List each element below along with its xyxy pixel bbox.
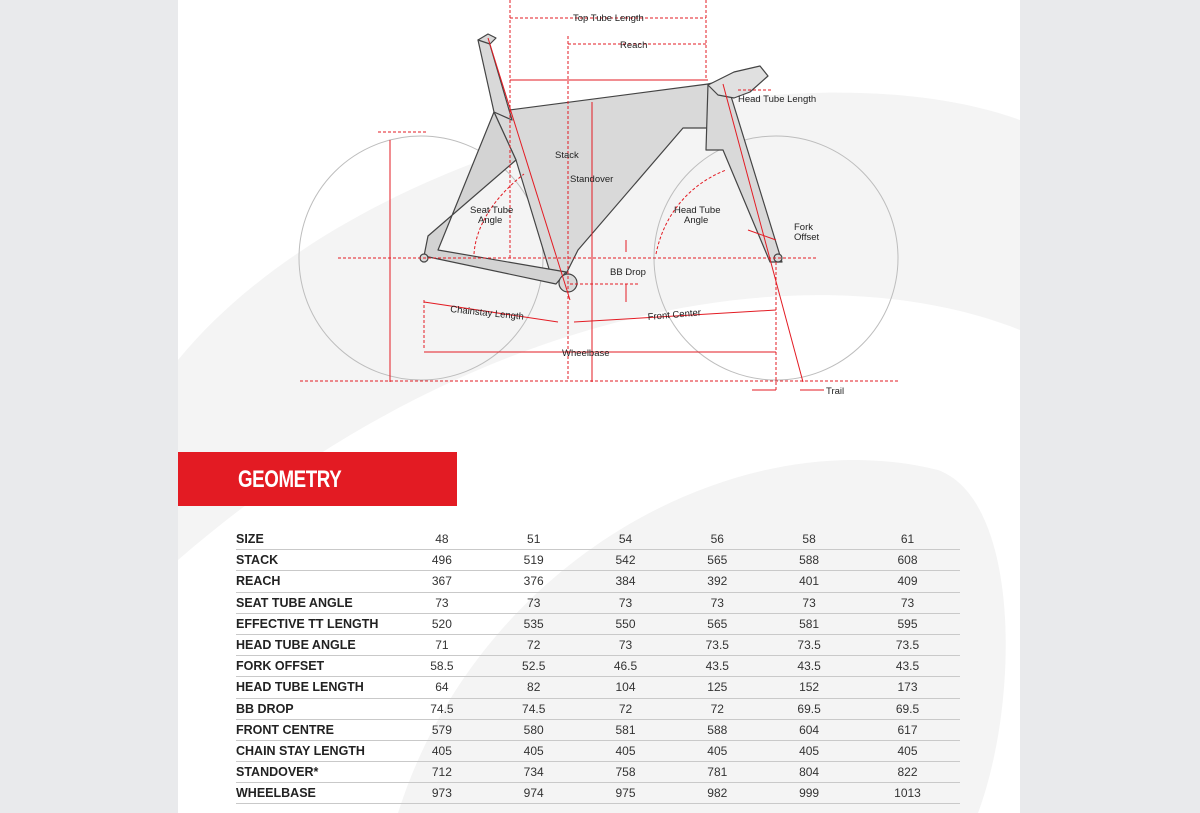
bike-geometry-diagram — [178, 0, 1020, 430]
table-cell: 565 — [671, 613, 763, 634]
row-label: BB DROP — [236, 698, 396, 719]
table-cell: 72 — [580, 698, 672, 719]
table-row — [236, 550, 960, 571]
section-title: GEOMETRY — [238, 466, 342, 493]
table-cell: 74.5 — [396, 698, 488, 719]
table-cell: 58.5 — [396, 656, 488, 677]
label-wheelbase: Wheelbase — [562, 348, 610, 359]
table-cell: 617 — [855, 719, 960, 740]
table-cell: 125 — [671, 677, 763, 698]
table-cell: 401 — [763, 571, 855, 592]
row-label: REACH — [236, 571, 396, 592]
table-cell: 595 — [855, 613, 960, 634]
table-cell: 405 — [671, 740, 763, 761]
table-cell: 69.5 — [763, 698, 855, 719]
table-cell: 496 — [396, 550, 488, 571]
label-fork-offset-1: Fork — [794, 222, 813, 233]
table-cell: 758 — [580, 762, 672, 783]
table-cell: 409 — [855, 571, 960, 592]
table-cell: 73.5 — [671, 634, 763, 655]
table-cell: 405 — [396, 740, 488, 761]
table-cell: 73 — [855, 592, 960, 613]
table-cell: 69.5 — [855, 698, 960, 719]
table-row — [236, 592, 960, 613]
table-cell: 73 — [396, 592, 488, 613]
row-label: FORK OFFSET — [236, 656, 396, 677]
label-seat-tube-angle-1: Seat Tube — [470, 205, 514, 216]
table-cell: 974 — [488, 783, 580, 804]
table-cell: 804 — [763, 762, 855, 783]
table-cell: 73 — [580, 634, 672, 655]
table-cell: 72 — [488, 634, 580, 655]
table-cell: 367 — [396, 571, 488, 592]
label-standover: Standover — [570, 174, 614, 185]
table-cell: 71 — [396, 634, 488, 655]
row-label: HEAD TUBE LENGTH — [236, 677, 396, 698]
table-cell: 405 — [763, 740, 855, 761]
row-label: CHAIN STAY LENGTH — [236, 740, 396, 761]
geometry-banner — [178, 452, 457, 506]
table-row — [236, 740, 960, 761]
label-front-center: Front Center — [647, 307, 702, 323]
geometry-table — [236, 529, 960, 804]
table-cell: 822 — [855, 762, 960, 783]
row-label: STANDOVER* — [236, 762, 396, 783]
table-cell: 73 — [763, 592, 855, 613]
label-reach: Reach — [620, 40, 648, 51]
label-head-tube-angle-1: Head Tube — [674, 205, 721, 216]
table-cell: 52.5 — [488, 656, 580, 677]
label-chainstay-length: Chainstay Length — [449, 304, 525, 323]
table-cell: 405 — [580, 740, 672, 761]
table-cell: 581 — [763, 613, 855, 634]
table-cell: 608 — [855, 550, 960, 571]
table-cell: 73 — [580, 592, 672, 613]
label-stack: Stack — [555, 150, 579, 161]
table-cell: 392 — [671, 571, 763, 592]
table-cell: 104 — [580, 677, 672, 698]
label-head-tube-angle-2: Angle — [684, 215, 709, 226]
table-cell: 734 — [488, 762, 580, 783]
table-cell: 72 — [671, 698, 763, 719]
table-cell: 588 — [763, 550, 855, 571]
row-label: EFFECTIVE TT LENGTH — [236, 613, 396, 634]
table-cell: 43.5 — [855, 656, 960, 677]
table-cell: 712 — [396, 762, 488, 783]
row-label: WHEELBASE — [236, 783, 396, 804]
table-cell: 61 — [855, 529, 960, 550]
label-trail: Trail — [826, 386, 845, 397]
table-cell: 520 — [396, 613, 488, 634]
table-cell: 604 — [763, 719, 855, 740]
table-cell: 982 — [671, 783, 763, 804]
label-seat-tube-angle-2: Angle — [478, 215, 503, 226]
table-cell: 51 — [488, 529, 580, 550]
table-row — [236, 529, 960, 550]
spec-page — [178, 0, 1020, 813]
table-cell: 581 — [580, 719, 672, 740]
table-cell: 405 — [488, 740, 580, 761]
table-cell: 1013 — [855, 783, 960, 804]
table-cell: 975 — [580, 783, 672, 804]
table-row — [236, 762, 960, 783]
label-bb-drop: BB Drop — [610, 267, 646, 278]
table-cell: 384 — [580, 571, 672, 592]
row-label: HEAD TUBE ANGLE — [236, 634, 396, 655]
table-row — [236, 613, 960, 634]
table-cell: 43.5 — [671, 656, 763, 677]
table-cell: 48 — [396, 529, 488, 550]
table-cell: 73.5 — [855, 634, 960, 655]
table-cell: 74.5 — [488, 698, 580, 719]
table-cell: 405 — [855, 740, 960, 761]
table-cell: 781 — [671, 762, 763, 783]
label-top-tube-length: Top Tube Length — [573, 13, 644, 24]
table-cell: 542 — [580, 550, 672, 571]
table-cell: 56 — [671, 529, 763, 550]
table-row — [236, 634, 960, 655]
table-cell: 519 — [488, 550, 580, 571]
label-head-tube-length: Head Tube Length — [738, 94, 817, 105]
table-cell: 999 — [763, 783, 855, 804]
table-cell: 565 — [671, 550, 763, 571]
row-label: FRONT CENTRE — [236, 719, 396, 740]
row-label: STACK — [236, 550, 396, 571]
table-cell: 82 — [488, 677, 580, 698]
label-fork-offset-2: Offset — [794, 232, 820, 243]
table-cell: 73 — [488, 592, 580, 613]
table-cell: 588 — [671, 719, 763, 740]
row-label: SEAT TUBE ANGLE — [236, 592, 396, 613]
table-cell: 58 — [763, 529, 855, 550]
table-cell: 376 — [488, 571, 580, 592]
table-cell: 152 — [763, 677, 855, 698]
table-cell: 580 — [488, 719, 580, 740]
table-row — [236, 656, 960, 677]
table-row — [236, 698, 960, 719]
table-row — [236, 571, 960, 592]
table-cell: 550 — [580, 613, 672, 634]
table-cell: 64 — [396, 677, 488, 698]
table-row — [236, 719, 960, 740]
table-row — [236, 783, 960, 804]
row-label: SIZE — [236, 529, 396, 550]
table-cell: 535 — [488, 613, 580, 634]
table-cell: 73 — [671, 592, 763, 613]
table-cell: 173 — [855, 677, 960, 698]
table-cell: 73.5 — [763, 634, 855, 655]
table-cell: 46.5 — [580, 656, 672, 677]
table-cell: 43.5 — [763, 656, 855, 677]
table-cell: 54 — [580, 529, 672, 550]
table-cell: 973 — [396, 783, 488, 804]
table-cell: 579 — [396, 719, 488, 740]
table-row — [236, 677, 960, 698]
